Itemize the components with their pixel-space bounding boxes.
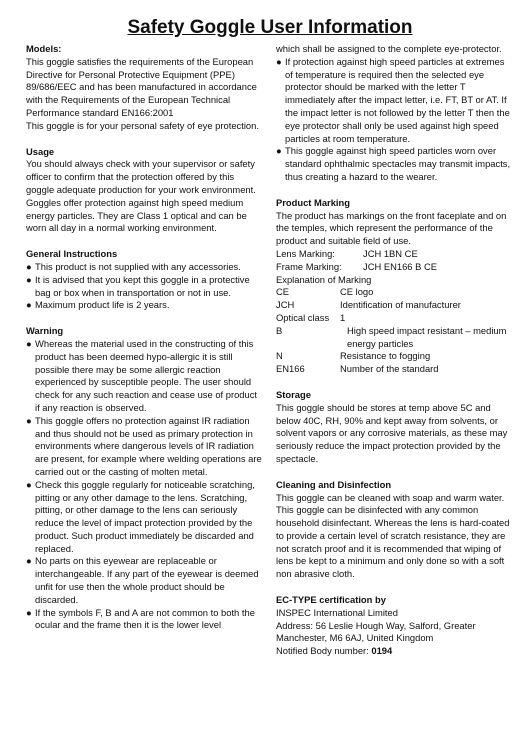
frame-marking-row: Frame Marking: JCH EN166 B CE	[276, 260, 437, 272]
list-item: ● If the symbols F, B and A are not common to both the ocular and the frame then it is the lower level	[26, 606, 255, 631]
cleaning-paragraph: This goggle can be cleaned with soap and warm water. This goggle can be disinfected with any common household disinfectant. Whereas the lens is hard-coated to provide a certain level of scratch resistance, they are not scratch proof and it is recommended that wiping of lens be kept to a minimum and only done so with a soft non abrasive cloth.	[276, 491, 510, 580]
warning-continuation: which shall be assigned to the complete eye-protector.	[276, 43, 502, 54]
bullet-icon: ●	[26, 606, 32, 618]
list-item: ● Maximum product life is 2 years.	[26, 299, 170, 311]
usage-heading: Usage	[26, 145, 55, 157]
list-item: ● Whereas the material used in the constructing of this product has been deemed hypo-allergic it is still possible there may be some allergic reaction experienced by susceptible people. The user should check for any such reaction and cease use of product if any reaction is observed.	[26, 337, 258, 413]
bullet-icon: ●	[26, 299, 32, 311]
warning-heading: Warning	[26, 325, 64, 337]
bullet-icon: ●	[276, 145, 282, 157]
table-row: JCH Identification of manufacturer	[276, 299, 461, 311]
storage-heading: Storage	[276, 388, 311, 400]
cleaning-heading: Cleaning and Disinfection	[276, 478, 392, 490]
certification-heading: EC-TYPE certification by	[276, 594, 386, 606]
certification-org: INSPEC International Limited	[276, 606, 398, 618]
marking-explanation-label: Explanation of Marking	[276, 273, 372, 285]
bullet-icon: ●	[26, 555, 32, 567]
list-item: ● This goggle offers no protection against IR radiation and thus should not be used as primary protection in environments where dangerous levels of IR radiation are present, for example where welding operations are carried out or the casting of molten metal.	[26, 414, 262, 477]
usage-paragraph: You should always check with your supervisor or safety officer to confirm that the protection offered by this goggle adequate production for your work environment. Goggles offer protection against high speed medium energy particles. They are Class 1 optical and can be worn all day in a normal working environment.	[26, 158, 256, 234]
notified-body-value: 0194	[371, 645, 393, 657]
right-column	[276, 43, 514, 658]
left-column	[26, 43, 264, 658]
bullet-icon: ●	[26, 260, 32, 272]
bullet-icon: ●	[276, 55, 282, 67]
bullet-icon: ●	[26, 478, 32, 490]
table-row: N Resistance to fogging	[276, 350, 431, 362]
lens-marking-row: Lens Marking: JCH 1BN CE	[276, 247, 418, 259]
table-row: Optical class 1	[276, 311, 346, 323]
general-instructions-heading: General Instructions	[26, 248, 118, 260]
models-paragraph-2: This goggle is for your personal safety of eye protection.	[26, 119, 259, 131]
list-item: ● It is advised that you kept this goggle in a protective bag or box when in transportation or not in use.	[26, 273, 250, 298]
two-column-body	[26, 43, 514, 658]
bullet-icon: ●	[26, 337, 32, 349]
bullet-icon: ●	[26, 414, 32, 426]
storage-paragraph: This goggle should be stores at temp above 5C and below 40C, RH, 90% and kept away from solvents, or solvent vapors or any corrosive materials, as these may seriously reduce the impact protection provided by the spectacle.	[276, 401, 508, 464]
models-paragraph: This goggle satisfies the requirements of the European Directive for Personal Protective Equipment (PPE) 89/686/EEC and has been manufactured in accordance with the Requirements of the European Technical Performance standard EN166:2001	[26, 55, 257, 118]
table-row: B High speed impact resistant – medium energy particles	[276, 324, 507, 349]
page-title: Safety Goggle User Information	[127, 17, 413, 38]
bullet-icon: ●	[26, 273, 32, 285]
table-row: CE CE logo	[276, 286, 374, 298]
list-item: ● This product is not supplied with any accessories.	[26, 260, 241, 272]
list-item: ● No parts on this eyewear are replaceable or interchangeable. If any part of the eyewear is deemed unfit for use then the whole product should be discarded.	[26, 555, 259, 605]
list-item: ● Check this goggle regularly for noticeable scratching, pitting or any other damage to the lens. Scratching, pitting, or other damage to the lens can seriously reduce the level of impact protection provided by the product. Such product immediately be discarded and replaced.	[26, 478, 255, 554]
list-item: ● If protection against high speed particles at extremes of temperature is required then the selected eye protector should be marked with the letter T immediately after the impact letter, i.e. FT, BT or AT. If the impact letter is not followed by the letter T then the eye protector shall only be used against high speed particles at room temperature.	[276, 55, 510, 144]
certification-address: Address: 56 Leslie Hough Way, Salford, Greater Manchester, M6 6AJ, United Kingdom	[276, 619, 476, 644]
table-row: EN166 Number of the standard	[276, 363, 439, 375]
product-marking-heading: Product Marking	[276, 196, 350, 208]
list-item: ● This goggle against high speed particles worn over standard ophthalmic spectacles may transmit impacts, thus creating a hazard to the wearer.	[276, 145, 511, 182]
models-heading: Models:	[26, 43, 62, 54]
notified-body-number: Notified Body number: 0194	[276, 645, 393, 657]
product-marking-intro: The product has markings on the front faceplate and on the temples, which represent the performance of the product and suitable field of use.	[276, 209, 507, 247]
